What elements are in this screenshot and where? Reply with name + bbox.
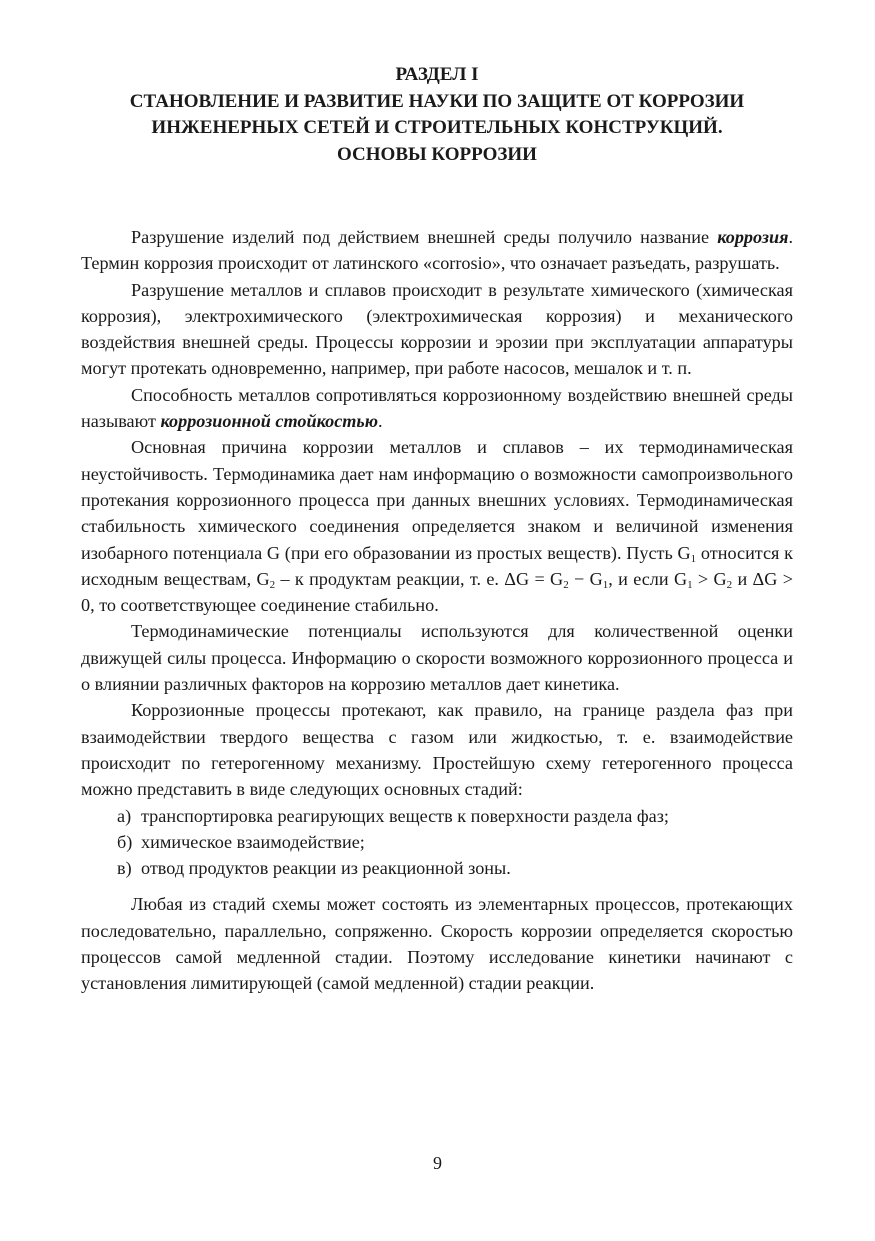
list-item — [81, 803, 793, 829]
section-title-line: ОСНОВЫ КОРРОЗИИ — [337, 143, 537, 165]
subscript: 2 — [563, 578, 569, 591]
body-text — [81, 224, 793, 997]
term-corrosion: коррозия — [717, 227, 789, 247]
subscript: 2 — [269, 578, 276, 591]
subscript: 1 — [690, 552, 697, 565]
paragraph-text: относится к исходным веществам, G — [81, 542, 793, 589]
paragraph — [81, 434, 793, 618]
list-marker: б) — [117, 831, 133, 852]
paragraph-text: , и если G — [608, 568, 688, 589]
term-corrosion-resistance: коррозионной стойкостью — [160, 411, 379, 432]
list-marker: а) — [117, 805, 132, 826]
spacer — [81, 881, 793, 891]
stages-list — [81, 803, 793, 882]
page-number: 9 — [433, 1153, 442, 1173]
paragraph-text: Основная причина коррозии металлов и сплавов – их термодинамическая неустойчивость. Термодинамика дает нам информацию о возможности самопроизвольного протекания коррозионного процесса при данных внешних условиях. Термодинамическая стабильность химического соединения определяется знаком и величиной изменения изобарного потенциала G (при его образовании из простых веществ). Пусть G — [81, 437, 793, 563]
list-item-text: отвод продуктов реакции из реакционной зоны. — [141, 858, 511, 879]
page-content — [81, 62, 793, 997]
paragraph-text: Способность металлов сопротивляться коррозионному воздействию внешней среды называют — [81, 384, 793, 432]
section-title-line: СТАНОВЛЕНИЕ И РАЗВИТИЕ НАУКИ ПО ЗАЩИТЕ ОТ КОРРОЗИИ — [129, 90, 745, 112]
paragraph: Термодинамические потенциалы используются для количественной оценки движущей силы процесса. Информацию о скорости возможного коррозионного процесса и о влиянии различных факторов на коррозию металлов дает кинетика. — [81, 621, 793, 695]
list-item-text: транспортировка реагирующих веществ к поверхности раздела фаз; — [141, 805, 669, 826]
paragraph-text: . Термин коррозия происходит от латинского «corrosio», что означает разъедать, разрушать. — [81, 227, 793, 274]
paragraph-text: − G — [568, 568, 603, 589]
section-label: РАЗДЕЛ I — [395, 64, 479, 85]
subscript: 1 — [602, 578, 609, 591]
list-item — [81, 829, 793, 855]
subscript: 1 — [687, 578, 693, 591]
paragraph-text: > G — [692, 568, 727, 589]
list-item-text: химическое взаимодействие; — [141, 831, 365, 852]
section-heading — [81, 62, 793, 168]
paragraph-text: – к продуктам реакции, т. е. ΔG = G — [275, 568, 564, 589]
list-marker: в) — [117, 858, 132, 879]
paragraph-text: и ΔG > 0, то соответствующее соединение стабильно. — [81, 568, 793, 616]
paragraph — [81, 224, 793, 277]
subscript: 2 — [726, 578, 733, 591]
list-item — [81, 855, 793, 881]
paragraph: Коррозионные процессы протекают, как правило, на границе раздела фаз при взаимодействии твердого вещества с газом или жидкостью, т. е. взаимодействие происходит по гетерогенному механизму. Простейшую схему гетерогенного процесса можно представить в виде следующих основных стадий: — [81, 700, 793, 800]
section-title-line: ИНЖЕНЕРНЫХ СЕТЕЙ И СТРОИТЕЛЬНЫХ КОНСТРУКЦИЙ. — [151, 117, 723, 138]
paragraph: Любая из стадий схемы может состоять из элементарных процессов, протекающих последовательно, параллельно, сопряженно. Скорость коррозии определяется скоростью процессов самой медленной стадии. Поэтому исследование кинетики начинают с установления лимитирующей (самой медленной) стадии реакции. — [81, 894, 793, 994]
paragraph — [81, 382, 793, 435]
paragraph: Разрушение металлов и сплавов происходит в результате химического (химическая коррозия), электрохимического (электрохимическая коррозия) и механического воздействия внешней среды. Процессы коррозии и эрозии при эксплуатации аппаратуры могут протекать одновременно, например, при работе насосов, мешалок и т. п. — [81, 279, 793, 379]
paragraph-text: Разрушение изделий под действием внешней среды получило название — [131, 227, 718, 247]
paragraph-text: . — [378, 411, 383, 432]
